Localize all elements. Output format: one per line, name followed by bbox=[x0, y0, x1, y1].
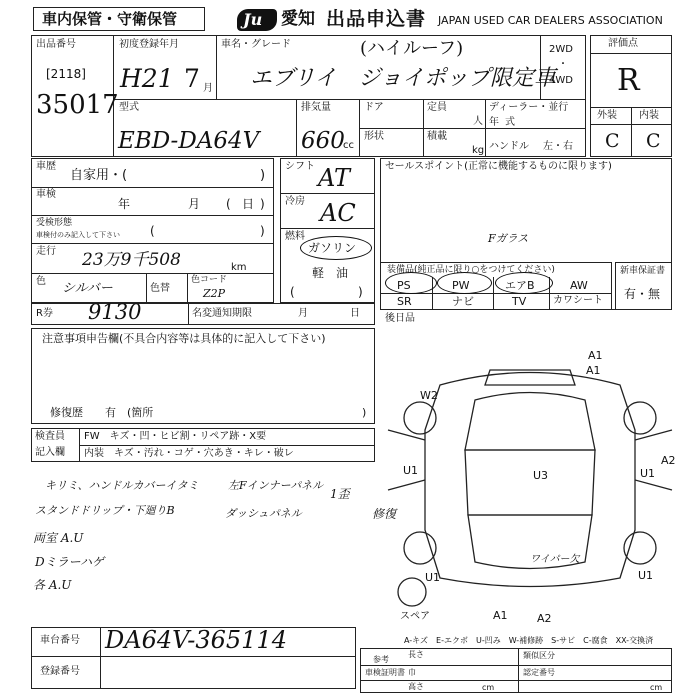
eq-aw: AW bbox=[570, 279, 588, 292]
four-wd: 4WD bbox=[549, 75, 573, 86]
note-2: スタンドドリップ・下廻りB bbox=[35, 504, 175, 517]
height-label: 高さ bbox=[408, 682, 424, 691]
reg-no-label: 登録番号 bbox=[40, 666, 80, 677]
note-2c: 修復 bbox=[372, 507, 397, 521]
note-1: キリミ、ハンドルカバーイタミ bbox=[45, 479, 199, 492]
capacity-label: 定員 bbox=[427, 102, 447, 113]
history-label: 車歴 bbox=[36, 161, 56, 172]
len-label: 長さ bbox=[408, 650, 424, 659]
load-label: 積載 bbox=[427, 131, 447, 142]
association-name: JAPAN USED CAR DEALERS ASSOCIATION bbox=[438, 14, 663, 27]
damage-u1-bottom-left: U1 bbox=[425, 571, 441, 584]
fuel-label: 燃料 bbox=[285, 231, 305, 242]
ju-logo: Ju bbox=[237, 9, 277, 31]
shift-label: シフト bbox=[285, 161, 315, 172]
first-reg-year: H21 bbox=[120, 64, 174, 93]
fuel-value: ガソリン bbox=[308, 241, 357, 255]
chassis-label: 車台番号 bbox=[40, 635, 80, 646]
grade-label: 評価点 bbox=[608, 38, 638, 49]
color-value: シルバー bbox=[62, 281, 113, 296]
history-value: 自家用・( bbox=[70, 168, 128, 183]
lot-no-small: [2118] bbox=[46, 67, 86, 81]
chassis-value: DA64V-365114 bbox=[105, 626, 287, 654]
model-paren: (ハイルーフ) bbox=[360, 38, 464, 59]
damage-a2: A2 bbox=[661, 454, 676, 467]
exterior-label: 外装 bbox=[597, 110, 617, 121]
eq-tv: TV bbox=[512, 295, 527, 308]
r-ticket-label: R券 bbox=[36, 308, 53, 319]
width-label: 巾 bbox=[408, 668, 416, 677]
month-label: 月 bbox=[203, 83, 213, 94]
damage-a1-bottom: A1 bbox=[493, 609, 508, 622]
inspector-label: 検査員 bbox=[35, 431, 65, 442]
form-title: 出品申込書 bbox=[326, 8, 427, 30]
ref-label: 参考 bbox=[373, 655, 389, 664]
first-reg-label: 初度登録年月 bbox=[119, 39, 179, 50]
eq-navi: ナビ bbox=[452, 295, 474, 308]
damage-a1-top: A1 bbox=[588, 349, 603, 362]
damage-a2-bottom: A2 bbox=[537, 612, 552, 625]
receipt-form-label: 受検形態 bbox=[36, 218, 73, 228]
eq-pw-circle bbox=[437, 272, 492, 294]
model-code-label: 型式 bbox=[119, 102, 139, 113]
fuel-diesel: 軽 油 bbox=[312, 266, 349, 280]
handle-label: ハンドル bbox=[489, 141, 529, 152]
eq-leather: カワシート bbox=[553, 295, 603, 306]
note-1b: 左Fインナーパネル bbox=[228, 479, 324, 492]
eq-sr: SR bbox=[397, 295, 412, 308]
note-3: 両室 A.U bbox=[33, 531, 84, 545]
note-4: Dミラーハゲ bbox=[35, 555, 105, 569]
receipt-note: 車検付のみ記入して下さい bbox=[36, 231, 120, 239]
two-wd: 2WD bbox=[549, 44, 573, 55]
similar-label: 類似区分 bbox=[523, 651, 555, 660]
equipment-label: 装備品(純正品に限り○をつけてください) bbox=[387, 265, 555, 275]
damage-u1-bottom-right: U1 bbox=[638, 569, 654, 582]
storage-title: 車内保管・守衛保管 bbox=[42, 10, 178, 28]
damage-u1-right: U1 bbox=[640, 467, 656, 480]
fw-row: FW キズ・凹・ヒビ割・リペア跡・X要 bbox=[84, 431, 267, 442]
eq-ps: PS bbox=[397, 279, 411, 292]
grade-score: R bbox=[617, 63, 640, 98]
damage-u3: U3 bbox=[533, 469, 549, 482]
entry-label: 記入欄 bbox=[35, 447, 65, 458]
reference-table bbox=[360, 648, 672, 693]
storage-title-box bbox=[33, 7, 205, 31]
repaint-label: 色替 bbox=[150, 283, 170, 294]
interior-label: 内装 bbox=[639, 110, 659, 121]
name-change-label: 名変通知期限 bbox=[192, 308, 252, 319]
damage-u1-left: U1 bbox=[403, 464, 419, 477]
model-name: エブリイ ジョイポップ限定車 bbox=[250, 66, 557, 91]
eq-pw: PW bbox=[452, 279, 470, 292]
interior-value: C bbox=[646, 130, 661, 152]
approve-label: 認定番号 bbox=[523, 668, 555, 677]
note-5: 各 A.U bbox=[33, 578, 72, 592]
caution-label: 注意事項申告欄(不具合内容等は具体的に記入して下さい) bbox=[42, 332, 326, 345]
spare-label: スペア bbox=[400, 611, 430, 622]
note-1c: 1歪 bbox=[330, 487, 350, 501]
color-label: 色 bbox=[36, 276, 46, 287]
dealer-label: ディーラー・並行 bbox=[489, 102, 569, 113]
lot-no-label: 出品番号 bbox=[36, 39, 76, 50]
eq-airbag: エアB bbox=[505, 279, 535, 292]
cert-label: 車検証明書 bbox=[365, 668, 405, 677]
warranty-label: 新車保証書 bbox=[620, 266, 666, 276]
first-reg-month: 7 bbox=[184, 64, 200, 93]
damage-w2: W2 bbox=[420, 389, 438, 402]
lot-no-value: 35017 bbox=[36, 90, 119, 120]
door-label: ドア bbox=[364, 102, 384, 113]
eq-airbag-circle bbox=[495, 272, 553, 294]
sales-note: Fガラス bbox=[488, 232, 529, 245]
mileage-label: 走行 bbox=[36, 246, 56, 257]
exterior-value: C bbox=[605, 130, 620, 152]
color-code-label: 色コード bbox=[191, 275, 228, 285]
color-code-value: Z2P bbox=[203, 287, 226, 300]
eq-ps-circle bbox=[385, 272, 437, 294]
displacement-label: 排気量 bbox=[301, 102, 331, 113]
repair-label: 修復歴 有 (箇所 bbox=[50, 406, 154, 419]
shape-label: 形状 bbox=[364, 131, 384, 142]
sales-point-label: セールスポイント(正常に機能するものに限ります) bbox=[385, 161, 612, 172]
r-ticket-value: 9130 bbox=[88, 300, 142, 324]
model-grade-label: 車名・グレード bbox=[221, 39, 291, 50]
logo-text: 愛知 bbox=[281, 9, 315, 29]
cooler-value: AC bbox=[320, 199, 356, 227]
damage-legend: A-キズ E-エクボ U-凹み W-補修跡 S-サビ C-腐食 XX-交換済 bbox=[404, 636, 654, 645]
displacement-value: 660 bbox=[301, 128, 345, 154]
note-2b: ダッシュパネル bbox=[225, 507, 302, 520]
damage-a1-right: A1 bbox=[586, 364, 601, 377]
notes-label: 後日品 bbox=[385, 313, 415, 324]
int-row: 内装 キズ・汚れ・コゲ・穴あき・キレ・破レ bbox=[84, 448, 294, 459]
cooler-label: 冷房 bbox=[285, 196, 305, 207]
warranty-yn: 有・無 bbox=[624, 287, 661, 301]
mileage-value: 23万9千508 bbox=[82, 250, 181, 270]
damage-wiper: ワイパー欠 bbox=[530, 554, 580, 565]
shift-value: AT bbox=[318, 164, 351, 192]
inspection-label: 車検 bbox=[36, 189, 56, 200]
model-code-value: EBD-DA64V bbox=[118, 128, 260, 154]
